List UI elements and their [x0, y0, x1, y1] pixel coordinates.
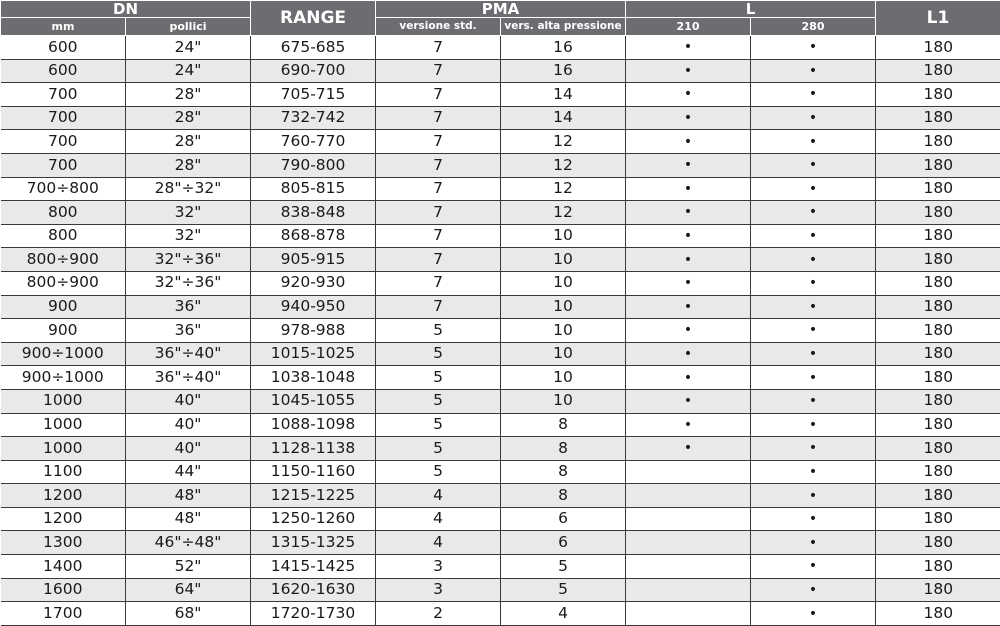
cell-range: 1128-1138 — [251, 437, 376, 461]
cell-pma-alta: 10 — [501, 319, 626, 343]
cell-l-210: • — [626, 319, 751, 343]
cell-dn-pollici: 36" — [126, 319, 251, 343]
cell-l1: 180 — [876, 342, 1000, 366]
table-row — [1, 507, 1000, 531]
cell-range: 1215-1225 — [251, 484, 376, 508]
cell-pma-alta: 8 — [501, 413, 626, 437]
table-row — [1, 602, 1000, 626]
cell-pma-alta: 12 — [501, 201, 626, 225]
cell-l1: 180 — [876, 555, 1000, 579]
cell-range: 805-815 — [251, 177, 376, 201]
cell-pma-std: 2 — [376, 602, 501, 626]
cell-pma-std: 5 — [376, 460, 501, 484]
cell-range: 1720-1730 — [251, 602, 376, 626]
cell-dn-pollici: 28" — [126, 83, 251, 107]
table-row — [1, 83, 1000, 107]
cell-dn-mm: 700 — [1, 153, 126, 177]
cell-dn-mm: 600 — [1, 59, 126, 83]
table-row — [1, 59, 1000, 83]
cell-pma-std: 4 — [376, 507, 501, 531]
cell-pma-alta: 10 — [501, 342, 626, 366]
cell-l-280: • — [751, 153, 876, 177]
cell-pma-std: 7 — [376, 153, 501, 177]
cell-range: 1038-1048 — [251, 366, 376, 390]
cell-range: 1150-1160 — [251, 460, 376, 484]
cell-pma-std: 7 — [376, 106, 501, 130]
cell-l1: 180 — [876, 153, 1000, 177]
cell-dn-pollici: 32"÷36" — [126, 271, 251, 295]
cell-pma-alta: 10 — [501, 366, 626, 390]
cell-l-210: • — [626, 366, 751, 390]
cell-pma-std: 7 — [376, 224, 501, 248]
cell-range: 1620-1630 — [251, 578, 376, 602]
cell-l-280: • — [751, 437, 876, 461]
cell-l-280: • — [751, 460, 876, 484]
table-row — [1, 153, 1000, 177]
cell-l1: 180 — [876, 248, 1000, 272]
cell-dn-pollici: 48" — [126, 507, 251, 531]
cell-pma-alta: 10 — [501, 295, 626, 319]
header-pma: PMA — [376, 1, 626, 18]
header-l1: L1 — [876, 1, 1000, 36]
cell-l-210 — [626, 578, 751, 602]
cell-pma-alta: 16 — [501, 36, 626, 60]
cell-l1: 180 — [876, 106, 1000, 130]
cell-dn-pollici: 32" — [126, 224, 251, 248]
cell-l-280: • — [751, 531, 876, 555]
table-row — [1, 36, 1000, 60]
table-row — [1, 177, 1000, 201]
cell-dn-mm: 800 — [1, 201, 126, 225]
cell-pma-std: 3 — [376, 555, 501, 579]
cell-pma-std: 7 — [376, 177, 501, 201]
cell-range: 868-878 — [251, 224, 376, 248]
table-row — [1, 555, 1000, 579]
cell-l1: 180 — [876, 83, 1000, 107]
header-row-top — [1, 1, 1000, 18]
cell-dn-pollici: 44" — [126, 460, 251, 484]
table-row — [1, 413, 1000, 437]
cell-pma-alta: 12 — [501, 153, 626, 177]
cell-pma-alta: 12 — [501, 130, 626, 154]
table-row — [1, 295, 1000, 319]
cell-range: 838-848 — [251, 201, 376, 225]
cell-dn-mm: 700 — [1, 130, 126, 154]
cell-dn-pollici: 40" — [126, 389, 251, 413]
cell-l1: 180 — [876, 36, 1000, 60]
cell-l1: 180 — [876, 224, 1000, 248]
cell-l-210: • — [626, 83, 751, 107]
cell-l1: 180 — [876, 271, 1000, 295]
cell-l-210: • — [626, 342, 751, 366]
cell-dn-pollici: 28" — [126, 106, 251, 130]
cell-pma-alta: 8 — [501, 460, 626, 484]
cell-dn-pollici: 52" — [126, 555, 251, 579]
cell-l-210: • — [626, 153, 751, 177]
cell-l-280: • — [751, 36, 876, 60]
cell-l1: 180 — [876, 578, 1000, 602]
table-body — [1, 36, 1000, 626]
cell-l-280: • — [751, 484, 876, 508]
cell-l1: 180 — [876, 201, 1000, 225]
cell-l1: 180 — [876, 130, 1000, 154]
cell-l-280: • — [751, 555, 876, 579]
cell-pma-std: 7 — [376, 83, 501, 107]
table-row — [1, 271, 1000, 295]
cell-pma-std: 5 — [376, 342, 501, 366]
cell-range: 978-988 — [251, 319, 376, 343]
cell-dn-mm: 700 — [1, 106, 126, 130]
cell-dn-pollici: 28" — [126, 130, 251, 154]
header-dn: DN — [1, 1, 251, 18]
cell-pma-alta: 10 — [501, 271, 626, 295]
cell-pma-std: 4 — [376, 484, 501, 508]
cell-l-210 — [626, 602, 751, 626]
cell-l-280: • — [751, 271, 876, 295]
cell-l-280: • — [751, 201, 876, 225]
cell-range: 1045-1055 — [251, 389, 376, 413]
header-l-280: 280 — [751, 18, 876, 36]
cell-pma-std: 7 — [376, 271, 501, 295]
table-row — [1, 319, 1000, 343]
header-dn-pollici: pollici — [126, 18, 251, 36]
cell-l-210: • — [626, 177, 751, 201]
cell-dn-mm: 1000 — [1, 413, 126, 437]
cell-l-210: • — [626, 201, 751, 225]
cell-l-280: • — [751, 295, 876, 319]
cell-l1: 180 — [876, 484, 1000, 508]
cell-l1: 180 — [876, 602, 1000, 626]
cell-dn-pollici: 36" — [126, 295, 251, 319]
table-row — [1, 366, 1000, 390]
cell-pma-std: 5 — [376, 437, 501, 461]
cell-l1: 180 — [876, 389, 1000, 413]
cell-dn-pollici: 24" — [126, 59, 251, 83]
cell-pma-std: 4 — [376, 531, 501, 555]
cell-l1: 180 — [876, 437, 1000, 461]
cell-pma-alta: 14 — [501, 83, 626, 107]
cell-range: 732-742 — [251, 106, 376, 130]
cell-l1: 180 — [876, 59, 1000, 83]
cell-l-210: • — [626, 248, 751, 272]
cell-dn-mm: 900÷1000 — [1, 366, 126, 390]
cell-l-280: • — [751, 578, 876, 602]
cell-l-280: • — [751, 177, 876, 201]
cell-dn-mm: 1200 — [1, 507, 126, 531]
cell-l1: 180 — [876, 295, 1000, 319]
header-range: RANGE — [251, 1, 376, 36]
cell-range: 705-715 — [251, 83, 376, 107]
cell-pma-alta: 10 — [501, 248, 626, 272]
cell-pma-std: 7 — [376, 36, 501, 60]
cell-pma-std: 7 — [376, 201, 501, 225]
cell-l-210: • — [626, 224, 751, 248]
cell-range: 760-770 — [251, 130, 376, 154]
cell-pma-alta: 4 — [501, 602, 626, 626]
cell-l-210: • — [626, 389, 751, 413]
cell-pma-std: 3 — [376, 578, 501, 602]
cell-l-280: • — [751, 342, 876, 366]
cell-pma-alta: 10 — [501, 389, 626, 413]
cell-dn-pollici: 32" — [126, 201, 251, 225]
cell-l-210: • — [626, 413, 751, 437]
cell-l1: 180 — [876, 507, 1000, 531]
cell-range: 690-700 — [251, 59, 376, 83]
header-pma-std: versione std. — [376, 18, 501, 36]
cell-dn-pollici: 32"÷36" — [126, 248, 251, 272]
cell-pma-alta: 6 — [501, 507, 626, 531]
cell-pma-alta: 8 — [501, 437, 626, 461]
cell-l-210 — [626, 507, 751, 531]
cell-l-210 — [626, 460, 751, 484]
cell-dn-mm: 800 — [1, 224, 126, 248]
table-row — [1, 389, 1000, 413]
cell-l1: 180 — [876, 413, 1000, 437]
cell-range: 1415-1425 — [251, 555, 376, 579]
cell-dn-mm: 1000 — [1, 437, 126, 461]
header-l: L — [626, 1, 876, 18]
cell-l1: 180 — [876, 319, 1000, 343]
cell-dn-mm: 900 — [1, 319, 126, 343]
cell-l-280: • — [751, 319, 876, 343]
cell-pma-alta: 6 — [501, 531, 626, 555]
table-row — [1, 437, 1000, 461]
cell-pma-std: 5 — [376, 413, 501, 437]
cell-l-280: • — [751, 248, 876, 272]
cell-l-210: • — [626, 271, 751, 295]
cell-range: 940-950 — [251, 295, 376, 319]
cell-pma-std: 5 — [376, 319, 501, 343]
cell-pma-std: 7 — [376, 248, 501, 272]
table-row — [1, 342, 1000, 366]
cell-dn-mm: 800÷900 — [1, 271, 126, 295]
cell-dn-mm: 600 — [1, 36, 126, 60]
cell-range: 1088-1098 — [251, 413, 376, 437]
table-row — [1, 201, 1000, 225]
cell-dn-mm: 900 — [1, 295, 126, 319]
cell-dn-pollici: 40" — [126, 413, 251, 437]
cell-dn-pollici: 36"÷40" — [126, 366, 251, 390]
cell-pma-alta: 5 — [501, 578, 626, 602]
table-row — [1, 484, 1000, 508]
table-row — [1, 248, 1000, 272]
cell-pma-std: 7 — [376, 59, 501, 83]
cell-range: 1015-1025 — [251, 342, 376, 366]
cell-pma-std: 5 — [376, 389, 501, 413]
cell-pma-std: 7 — [376, 295, 501, 319]
cell-range: 790-800 — [251, 153, 376, 177]
cell-dn-mm: 1600 — [1, 578, 126, 602]
cell-pma-std: 5 — [376, 366, 501, 390]
cell-l1: 180 — [876, 460, 1000, 484]
cell-dn-pollici: 24" — [126, 36, 251, 60]
table-row — [1, 578, 1000, 602]
cell-l-280: • — [751, 224, 876, 248]
header-dn-mm: mm — [1, 18, 126, 36]
cell-l-210 — [626, 555, 751, 579]
cell-dn-mm: 700 — [1, 83, 126, 107]
cell-dn-pollici: 36"÷40" — [126, 342, 251, 366]
cell-dn-mm: 1100 — [1, 460, 126, 484]
cell-dn-mm: 1000 — [1, 389, 126, 413]
table-header — [1, 1, 1000, 36]
cell-l-210 — [626, 531, 751, 555]
cell-range: 905-915 — [251, 248, 376, 272]
cell-l-280: • — [751, 83, 876, 107]
cell-dn-mm: 1300 — [1, 531, 126, 555]
cell-dn-mm: 800÷900 — [1, 248, 126, 272]
cell-range: 675-685 — [251, 36, 376, 60]
cell-l-210 — [626, 484, 751, 508]
cell-l1: 180 — [876, 531, 1000, 555]
cell-l-280: • — [751, 413, 876, 437]
cell-dn-pollici: 28"÷32" — [126, 177, 251, 201]
cell-pma-alta: 10 — [501, 224, 626, 248]
cell-pma-std: 7 — [376, 130, 501, 154]
cell-dn-pollici: 46"÷48" — [126, 531, 251, 555]
cell-l-280: • — [751, 389, 876, 413]
cell-l-210: • — [626, 36, 751, 60]
table-row — [1, 130, 1000, 154]
cell-l-210: • — [626, 106, 751, 130]
cell-l-280: • — [751, 106, 876, 130]
cell-l-280: • — [751, 507, 876, 531]
cell-dn-mm: 1400 — [1, 555, 126, 579]
cell-range: 920-930 — [251, 271, 376, 295]
table-row — [1, 224, 1000, 248]
cell-l1: 180 — [876, 177, 1000, 201]
cell-dn-mm: 1200 — [1, 484, 126, 508]
cell-l-210: • — [626, 130, 751, 154]
cell-dn-mm: 1700 — [1, 602, 126, 626]
cell-range: 1250-1260 — [251, 507, 376, 531]
header-row-sub — [1, 18, 1000, 36]
table-row — [1, 106, 1000, 130]
cell-dn-pollici: 64" — [126, 578, 251, 602]
cell-l-280: • — [751, 59, 876, 83]
cell-dn-pollici: 40" — [126, 437, 251, 461]
table-row — [1, 531, 1000, 555]
cell-pma-alta: 12 — [501, 177, 626, 201]
cell-dn-mm: 700÷800 — [1, 177, 126, 201]
cell-pma-alta: 5 — [501, 555, 626, 579]
cell-pma-alta: 14 — [501, 106, 626, 130]
cell-l-280: • — [751, 602, 876, 626]
cell-l-210: • — [626, 437, 751, 461]
cell-dn-pollici: 48" — [126, 484, 251, 508]
cell-l-280: • — [751, 130, 876, 154]
cell-range: 1315-1325 — [251, 531, 376, 555]
cell-dn-pollici: 68" — [126, 602, 251, 626]
cell-dn-mm: 900÷1000 — [1, 342, 126, 366]
cell-l-210: • — [626, 295, 751, 319]
header-pma-alta: vers. alta pressione — [501, 18, 626, 36]
cell-dn-pollici: 28" — [126, 153, 251, 177]
cell-l1: 180 — [876, 366, 1000, 390]
cell-pma-alta: 16 — [501, 59, 626, 83]
header-l-210: 210 — [626, 18, 751, 36]
cell-l-280: • — [751, 366, 876, 390]
cell-pma-alta: 8 — [501, 484, 626, 508]
table-row — [1, 460, 1000, 484]
cell-l-210: • — [626, 59, 751, 83]
